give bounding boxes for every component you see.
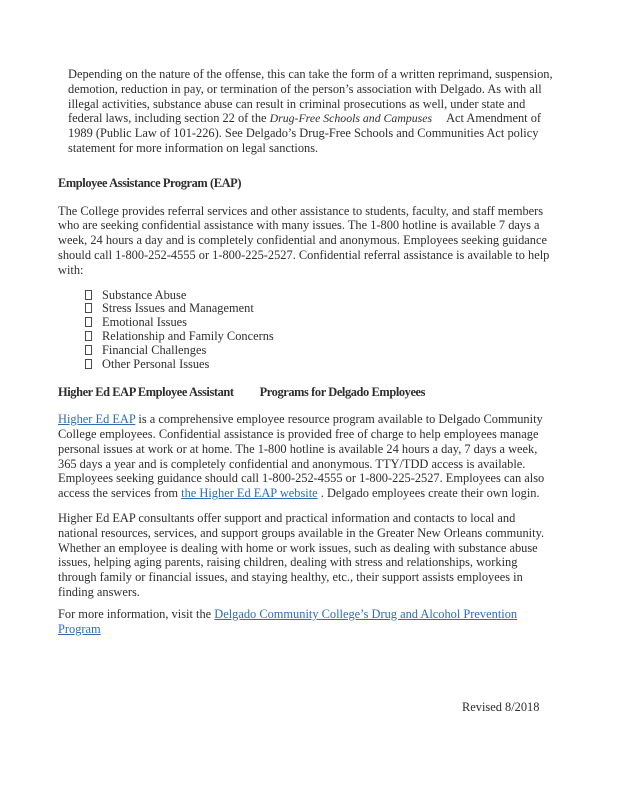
intro-text-before-italic: Depending on the nature of the offense, this can take the form of a written reprimand, suspension, demotion, reduction in pay, or termination of the person’s association with Delgado. As with all illegal activities, substance abuse can result in criminal prosecutions as well, under state and federal laws, including section 22 of the: [68, 67, 553, 126]
list-item: [85, 344, 555, 358]
square-bullet-icon: [85, 359, 92, 369]
list-item-label: Financial Challenges: [102, 342, 207, 357]
square-bullet-icon: [85, 303, 92, 313]
drug-free-schools-act-italic: Drug-Free Schools and Campuses: [269, 111, 433, 126]
more-info-text: For more information, visit the: [58, 606, 215, 621]
higher-ed-eap-link[interactable]: Higher Ed EAP: [58, 412, 136, 427]
consultants-paragraph: Higher Ed EAP consultants offer support and practical information and contacts to local and national resources, services, and support groups available in the Greater New Orleans community. Whether an employee is dealing with home or work issues, such as dealing with substance abuse issues, helping aging parents, raising children, dealing with stress and relationships, working through family or financial issues, and staying healthy, etc., their support assists employees in finding answers.: [58, 510, 545, 599]
eap-section-heading: Employee Assistance Program (EAP): [58, 175, 242, 190]
list-item-label: Other Personal Issues: [102, 356, 210, 371]
list-item-label: Substance Abuse: [102, 287, 187, 302]
eap-overview-paragraph: The College provides referral services and other assistance to students, faculty, and staff members who are seeking confidential assistance with many issues. The 1-800 hotline is available 7 days a week, 24 hours a day and is completely confidential and anonymous. Employees seeking guidance should call 1-800-252-4555 or 1-800-225-2527. Confidential referral assistance is available to help with:: [58, 203, 550, 277]
list-item-label: Emotional Issues: [102, 315, 188, 330]
heading-part-2: Programs for Delgado Employees: [259, 385, 426, 400]
more-info-paragraph: [58, 607, 555, 637]
list-item-label: Stress Issues and Management: [102, 301, 254, 316]
list-item: [85, 289, 555, 303]
drug-alcohol-prevention-program-link[interactable]: Delgado Community College’s Drug and Alcohol Prevention Program: [58, 606, 518, 636]
list-item: [85, 358, 555, 372]
list-item: [85, 302, 555, 316]
revised-date: Revised 8/2018: [462, 700, 540, 714]
square-bullet-icon: [85, 345, 92, 355]
higher-ed-eap-overview-paragraph: [58, 412, 555, 501]
heading-part-1: Higher Ed EAP Employee Assistant: [58, 385, 234, 400]
square-bullet-icon: [85, 331, 92, 341]
overview-text-1: is a comprehensive employee resource program available to Delgado Community College employees. Confidential assistance is provided free of charge to help employees manage personal issues at work or at home. The 1-800 hotline is available 24 hours a day, 7 days a week, 365 days a year and is completely confidential and anonymous. TTY/TDD access is available. Employees seeking guidance should call 1-800-252-4555 or 1-800-225-2527. Employees can also access the services from: [58, 412, 545, 501]
higher-ed-eap-website-link[interactable]: the Higher Ed EAP website: [181, 486, 318, 501]
intro-paragraph: [68, 67, 555, 156]
eap-assistance-list: [58, 289, 555, 372]
square-bullet-icon: [85, 317, 92, 327]
overview-text-2: . Delgado employees create their own login.: [317, 486, 540, 501]
intro-text-after-italic: Act Amendment of 1989 (Public Law of 101-226). See Delgado’s Drug-Free Schools and Communities Act policy statement for more information on legal sanctions.: [68, 111, 542, 155]
list-item: [85, 330, 555, 344]
document-content: [58, 67, 555, 636]
higher-ed-eap-section-heading: [58, 385, 555, 400]
square-bullet-icon: [85, 290, 92, 300]
list-item-label: Relationship and Family Concerns: [102, 328, 274, 343]
list-item: [85, 316, 555, 330]
